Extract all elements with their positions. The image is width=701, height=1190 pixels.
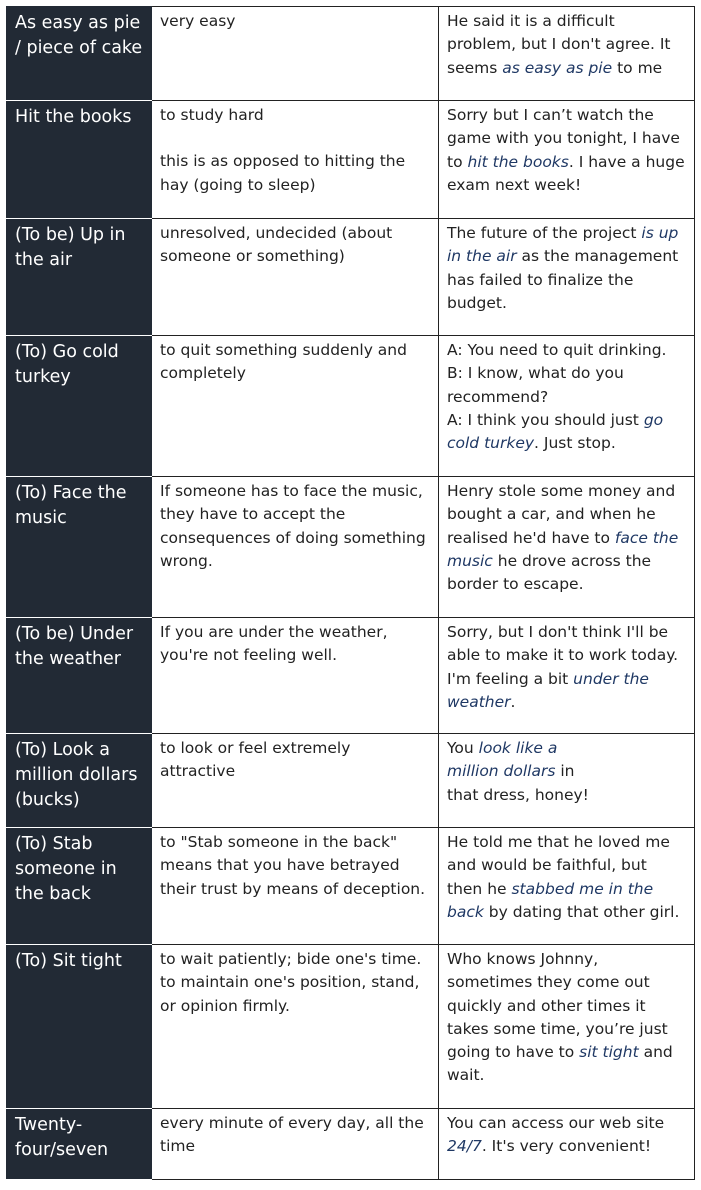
example-text: A: I think you should just <box>447 410 644 429</box>
example-sentence <box>447 409 686 456</box>
example-text: . I have a huge exam next week! <box>447 152 685 194</box>
example-text: and wait. <box>447 1043 673 1085</box>
idiom-text: Hit the books <box>15 107 132 127</box>
example-cell <box>439 7 695 101</box>
example-cell <box>439 828 695 945</box>
example-idiom-highlight: hit the books <box>467 152 569 171</box>
meaning-text: every minute of every day, all the time <box>160 1114 424 1156</box>
meaning-text: to "Stab someone in the back" means that you have betrayed their trust by means of deception. <box>160 833 426 898</box>
example-text: Henry stole some money and bought a car, and when he realised he'd have to <box>447 482 676 547</box>
example-idiom-highlight: stabbed me in the back <box>447 879 654 921</box>
idiom-cell <box>7 219 152 336</box>
example-sentence <box>447 831 686 924</box>
example-idiom-highlight: is up in the air <box>447 224 679 266</box>
example-idiom-highlight: go cold turkey <box>447 410 664 453</box>
meaning-cell <box>152 618 439 734</box>
idiom-text: (To) Face the music <box>15 483 127 528</box>
example-sentence <box>447 222 686 315</box>
example-idiom-highlight: sit tight <box>579 1043 639 1062</box>
example-idiom-highlight: look like a <box>478 739 558 757</box>
idiom-row <box>7 219 695 336</box>
example-text: He said it is a difficult problem, but I don't agree. It seems <box>447 12 671 77</box>
example-idiom-highlight: face the music <box>447 528 679 570</box>
example-idiom-highlight: million dollars <box>447 762 556 781</box>
example-text: You can access our web site <box>447 1114 665 1132</box>
idiom-cell <box>7 101 152 219</box>
example-text: A: You need to quit drinking. <box>447 341 667 359</box>
meaning-cell <box>152 1109 439 1180</box>
example-cell <box>439 336 695 477</box>
meaning-cell <box>152 477 439 618</box>
meaning-cell <box>152 828 439 945</box>
meaning-text: If someone has to face the music, they have to accept the consequences of doing something wrong. <box>160 482 426 570</box>
meaning-text: unresolved, undecided (about someone or something) <box>160 224 393 266</box>
idiom-text: (To be) Up in the air <box>15 225 126 270</box>
meaning-text: very easy <box>160 12 236 30</box>
example-text: by dating that other girl. <box>483 902 680 921</box>
example-sentence <box>447 362 686 409</box>
meaning-cell <box>152 336 439 477</box>
idiom-row <box>7 477 695 618</box>
meaning-text: to quit something suddenly and completely <box>160 341 407 383</box>
idiom-row <box>7 336 695 477</box>
idiom-row <box>7 618 695 734</box>
idiom-row <box>7 7 695 101</box>
idiom-cell <box>7 618 152 734</box>
example-text: You <box>447 739 479 757</box>
example-sentence <box>447 760 686 783</box>
idiom-cell <box>7 336 152 477</box>
idiom-text: (To) Stab someone in the back <box>15 834 117 904</box>
meaning-text: this is as opposed to hitting the hay (going to sleep) <box>160 152 406 194</box>
idiom-row <box>7 101 695 219</box>
example-sentence <box>447 10 686 80</box>
example-cell <box>439 219 695 336</box>
meaning-cell <box>152 945 439 1109</box>
idiom-row <box>7 945 695 1109</box>
idioms-table-body <box>7 7 695 1180</box>
example-cell <box>439 101 695 219</box>
example-idiom-highlight: under the weather <box>447 669 649 711</box>
idiom-cell <box>7 734 152 828</box>
meaning-text <box>160 127 430 150</box>
meaning-cell <box>152 219 439 336</box>
example-sentence <box>447 784 686 807</box>
example-text: . Just stop. <box>534 434 616 453</box>
example-text: Who knows Johnny, sometimes they come out quickly and other times it takes some time, you’re just going to have to <box>447 950 668 1062</box>
meaning-cell <box>152 101 439 219</box>
idiom-text: (To) Sit tight <box>15 951 122 971</box>
example-text: Sorry, but I don't think I'll be able to make it to work today. I'm feeling a bit <box>447 623 679 688</box>
idiom-text: (To) Go cold turkey <box>15 342 119 387</box>
example-text: He told me that he loved me and would be faithful, but then he <box>447 833 670 898</box>
idiom-cell <box>7 477 152 618</box>
idiom-text: (To) Look a million dollars (bucks) <box>15 740 138 810</box>
meaning-cell <box>152 7 439 101</box>
example-cell <box>439 734 695 828</box>
idiom-cell <box>7 7 152 101</box>
example-text: as the management has failed to finalize the budget. <box>447 247 679 312</box>
meaning-text: to wait patiently; bide one's time. <box>160 950 422 968</box>
example-text: . <box>510 692 516 711</box>
example-text: The future of the project <box>447 224 642 242</box>
example-text: . It's very convenient! <box>481 1137 652 1156</box>
meaning-text: to look or feel extremely attractive <box>160 739 351 781</box>
example-cell <box>439 477 695 618</box>
example-text: he drove across the border to escape. <box>447 551 652 594</box>
idiom-text: Twenty-four/seven <box>15 1115 109 1160</box>
idiom-text: As easy as pie / piece of cake <box>15 13 143 58</box>
example-text: Sorry but I can’t watch the game with you tonight, I have to <box>447 106 680 171</box>
example-sentence <box>447 104 686 197</box>
example-sentence <box>447 621 686 714</box>
meaning-text: to maintain one's position, stand, or opinion firmly. <box>160 973 420 1015</box>
example-sentence <box>447 339 686 362</box>
example-sentence <box>447 1112 686 1159</box>
example-text: to me <box>612 58 663 77</box>
example-text: in <box>555 762 575 781</box>
meaning-text: If you are under the weather, you're not feeling well. <box>160 623 388 665</box>
example-idiom-highlight: as easy as pie <box>502 58 613 77</box>
idiom-cell <box>7 1109 152 1180</box>
meaning-text: to study hard <box>160 106 264 124</box>
example-sentence <box>447 480 686 596</box>
idiom-cell <box>7 945 152 1109</box>
example-text: that dress, honey! <box>447 785 589 804</box>
example-cell <box>439 618 695 734</box>
idiom-text: (To be) Under the weather <box>15 624 134 669</box>
example-cell <box>439 945 695 1109</box>
example-idiom-highlight: 24/7 <box>447 1137 482 1156</box>
example-sentence <box>447 737 686 760</box>
example-sentence <box>447 948 686 1088</box>
idiom-row <box>7 828 695 945</box>
example-cell <box>439 1109 695 1180</box>
example-text: B: I know, what do you recommend? <box>447 364 624 406</box>
idiom-row <box>7 734 695 828</box>
idiom-row <box>7 1109 695 1180</box>
meaning-cell <box>152 734 439 828</box>
idioms-table <box>6 6 695 1180</box>
idiom-cell <box>7 828 152 945</box>
